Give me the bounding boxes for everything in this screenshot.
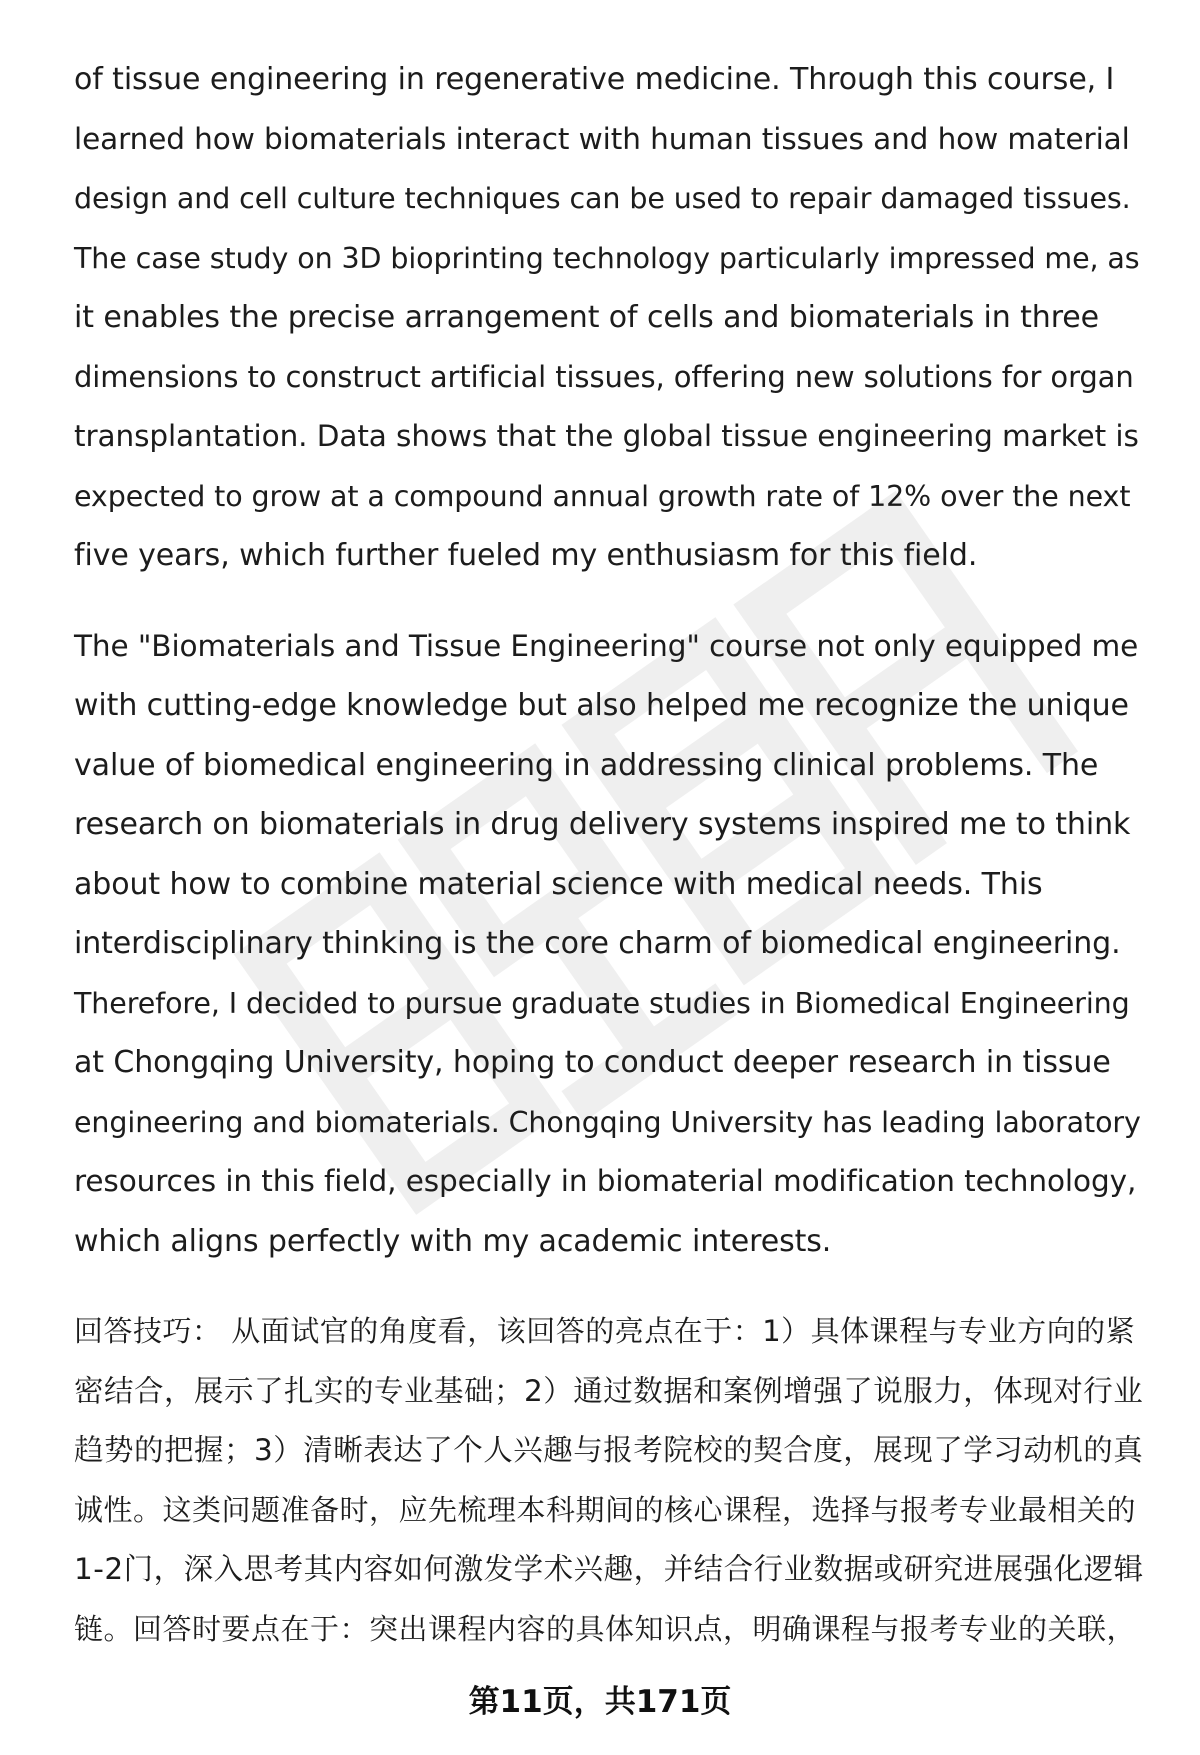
text-line: The case study on 3D bioprinting technology particularly impressed me, as	[74, 241, 1140, 275]
text-line: transplantation. Data shows that the global tissue engineering market is	[74, 419, 1139, 453]
text-line: research on biomaterials in drug delivery systems inspired me to think	[74, 807, 1131, 842]
text-line: expected to grow at a compound annual growth rate of 12% over the next	[74, 479, 1131, 513]
page-number-footer: 第11页，共171页	[468, 1684, 732, 1720]
text-line: with cutting-edge knowledge but also helped me recognize the unique	[74, 688, 1129, 723]
text-line: 趋势的把握；3）清晰表达了个人兴趣与报考院校的契合度，展现了学习动机的真	[74, 1433, 1144, 1467]
text-line: it enables the precise arrangement of cells and biomaterials in three	[74, 300, 1099, 335]
text-line: 诚性。这类问题准备时，应先梳理本科期间的核心课程，选择与报考专业最相关的	[74, 1492, 1137, 1527]
text-line: 1-2门，深入思考其内容如何激发学术兴趣，并结合行业数据或研究进展强化逻辑	[74, 1552, 1144, 1586]
text-line: Therefore, I decided to pursue graduate studies in Biomedical Engineering	[74, 986, 1130, 1020]
text-line: resources in this field, especially in biomaterial modification technology,	[74, 1164, 1137, 1198]
text-line: of tissue engineering in regenerative medicine. Through this course, I	[74, 62, 1115, 97]
text-line: dimensions to construct artificial tissues, offering new solutions for organ	[74, 359, 1134, 394]
text-line: 密结合，展示了扎实的专业基础；2）通过数据和案例增强了说服力，体现对行业	[74, 1373, 1144, 1408]
paragraph-graduate-motivation	[74, 617, 1144, 1272]
paragraph-answer-tips	[74, 1302, 1144, 1659]
text-line: learned how biomaterials interact with human tissues and how material	[74, 121, 1130, 156]
text-line: value of biomedical engineering in addressing clinical problems. The	[74, 747, 1099, 783]
text-line: design and cell culture techniques can be used to repair damaged tissues.	[74, 182, 1131, 215]
paragraph-course-impact	[74, 50, 1144, 586]
text-line: which aligns perfectly with my academic interests.	[74, 1223, 832, 1259]
text-line: engineering and biomaterials. Chongqing University has leading laboratory	[74, 1105, 1141, 1139]
text-line: The "Biomaterials and Tissue Engineering" course not only equipped me	[74, 628, 1139, 663]
text-line: five years, which further fueled my enthusiasm for this field.	[74, 538, 978, 573]
text-line: interdisciplinary thinking is the core charm of biomedical engineering.	[74, 926, 1121, 961]
text-line: at Chongqing University, hoping to conduct deeper research in tissue	[74, 1045, 1111, 1080]
text-line: 回答技巧： 从面试官的角度看，该回答的亮点在于：1）具体课程与专业方向的紧	[74, 1314, 1136, 1348]
text-line: 链。回答时要点在于：突出课程内容的具体知识点，明确课程与报考专业的关联，	[74, 1611, 1137, 1646]
document-body	[74, 50, 1144, 1659]
text-line: about how to combine material science with medical needs. This	[74, 866, 1043, 902]
